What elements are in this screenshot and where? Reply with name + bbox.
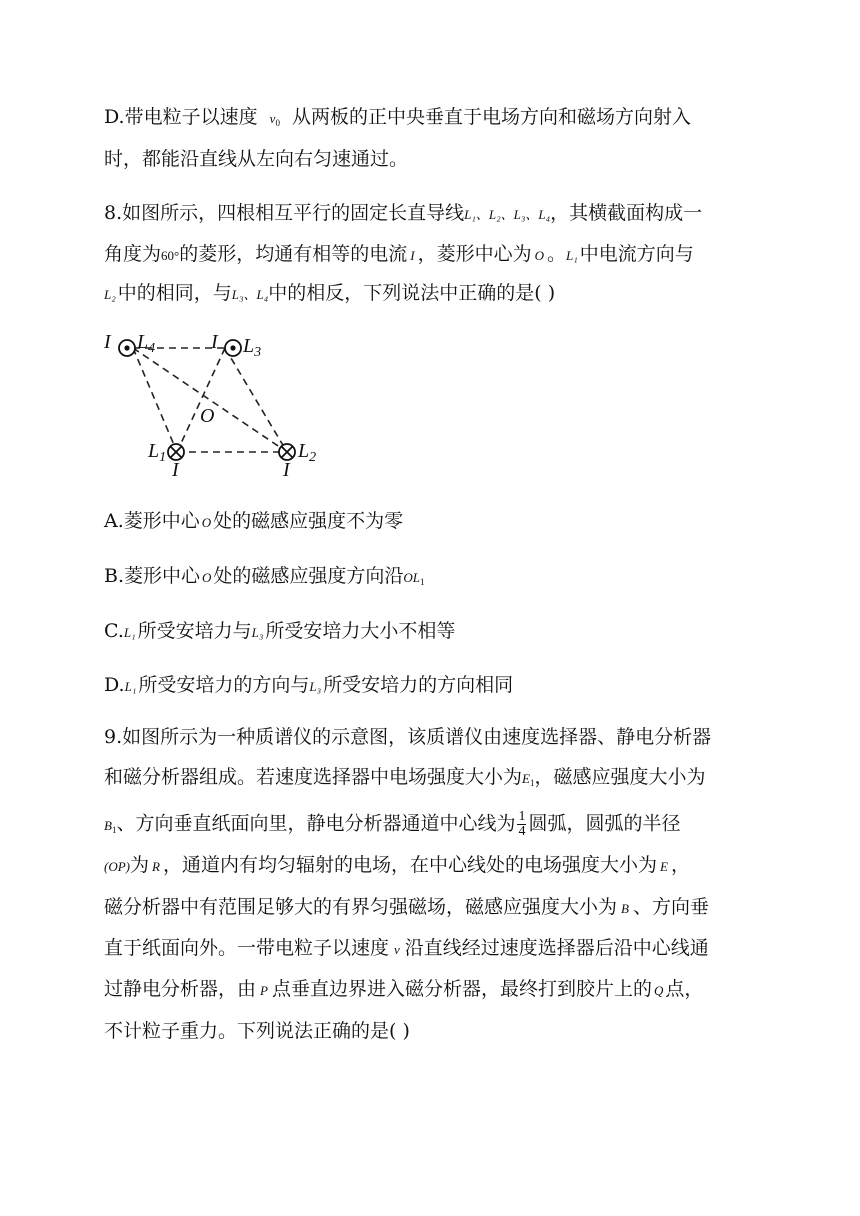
text: 和磁分析器组成。若速度选择器中电场强度大小为 [104, 766, 523, 788]
text: 沿直线经过速度选择器后沿中心线通 [404, 937, 709, 959]
text: 所受安培力大小不相等 [265, 620, 456, 642]
diagonal-L4-L2 [133, 348, 287, 452]
text: 角度为 [104, 243, 162, 265]
text: ， [670, 854, 690, 876]
q8-option-d [104, 673, 513, 699]
var-L1: L₁ [124, 679, 137, 694]
text: 所受安培力与 [137, 620, 252, 642]
var-L2: L₂ [104, 287, 116, 302]
text: ，通道内有均匀辐射的电场，在中心线处的电场强度大小为 [162, 854, 657, 876]
q7-option-d-line1 [104, 105, 691, 135]
text: 中的相同，与 [117, 282, 232, 304]
q7-option-d-line2 [104, 147, 408, 171]
var-v0: $v_0$ [269, 111, 280, 128]
label-L4: $L_4$ [137, 331, 156, 356]
text: 8.如图所示，四根相互平行的固定长直导线 [104, 202, 465, 224]
text: 点垂直边界进入磁分析器，最终打到胶片上的 [271, 978, 652, 1000]
text: 时，都能沿直线从左向右匀速通过。 [104, 148, 409, 170]
text: 不计粒子重力。下列说法正确的是( ) [104, 1020, 410, 1042]
var-R: R [152, 859, 160, 874]
q8-stem-line3 [104, 281, 555, 307]
var-L1: L₁ [566, 248, 578, 263]
q8-option-b [104, 564, 425, 594]
var-OL1: $OL_1$ [403, 570, 425, 587]
var-B: B [621, 901, 629, 916]
var-B1: $B_1$ [104, 817, 117, 835]
var-v: v [394, 942, 400, 957]
label-O: O [200, 405, 215, 427]
q9-stem-line2 [104, 765, 705, 795]
label-L2: $L_2$ [298, 440, 317, 465]
text: ，菱形中心为 [417, 243, 532, 265]
text: 为 [130, 854, 150, 876]
text: 所受安培力的方向相同 [323, 674, 514, 696]
var-angle: 60° [161, 248, 180, 263]
text: A.菱形中心 [104, 510, 200, 532]
label-I-L1: I [172, 459, 179, 481]
q9-stem-line4 [104, 853, 690, 879]
q8-option-a [104, 509, 403, 535]
q9-stem-line7 [104, 977, 703, 1003]
q8-stem-line2 [104, 242, 694, 268]
var-O: O [202, 570, 212, 585]
text: 、方向垂直纸面向里，静电分析器通道中心线为 [116, 812, 516, 835]
text: 的菱形，均通有相等的电流 [179, 243, 408, 265]
label-I-L2: I [283, 459, 290, 481]
text: 过静电分析器，由 [104, 978, 257, 1000]
text: 点， [665, 978, 704, 1000]
q9-stem-line6 [104, 936, 709, 962]
q9-stem-line5 [104, 895, 709, 921]
text: B.菱形中心 [104, 565, 201, 587]
text: 、方向垂 [632, 896, 709, 918]
q9-stem-line3 [104, 810, 680, 842]
text: 所受安培力的方向与 [138, 674, 310, 696]
q9-stem-line8 [104, 1019, 410, 1043]
var-wires: L₁、L₂、L₃、L₄ [464, 207, 551, 222]
text: C. [104, 620, 124, 642]
edge-L3-L2 [225, 348, 287, 452]
var-P: P [260, 983, 268, 998]
text: ，其横截面构成一 [550, 202, 703, 224]
text: 9.如图所示为一种质谱仪的示意图，该质谱仪由速度选择器、静电分析器 [104, 726, 712, 748]
var-E: E [659, 859, 668, 874]
wire-L1-in-icon [168, 444, 184, 460]
var-L3: L₃ [251, 625, 264, 640]
text: 处的磁感应强度方向沿 [213, 565, 404, 587]
text: 中电流方向与 [579, 243, 694, 265]
text: 圆弧，圆弧的半径 [528, 812, 681, 835]
var-L1: L₁ [123, 625, 136, 640]
rhombus-wire-diagram [100, 326, 340, 486]
var-L3-L4: L₃、L₄ [231, 287, 269, 302]
text: 处的磁感应强度不为零 [213, 510, 404, 532]
wire-L4-out-icon [119, 340, 135, 356]
q9-stem-line1 [104, 725, 711, 749]
var-L3: L₃ [309, 679, 322, 694]
var-O: O [201, 515, 212, 530]
text: 。 [546, 243, 566, 265]
wire-L3-out-icon [225, 340, 241, 356]
q8-stem-line1 [104, 201, 702, 227]
q8-option-c [104, 619, 455, 645]
text: D.带电粒子以速度 [104, 106, 258, 128]
var-Q: Q [653, 983, 664, 998]
fraction-one-quarter: $\frac{1}{4}$ [518, 809, 526, 839]
diagonal-L3-L1 [177, 348, 225, 452]
label-L1: $L_1$ [148, 440, 167, 465]
var-I: I [410, 248, 415, 263]
var-O: O [534, 248, 544, 263]
text: D. [104, 674, 125, 696]
var-OP: (OP) [104, 859, 130, 874]
label-I-L4: I [104, 331, 111, 353]
var-E1: $E_1$ [522, 771, 535, 788]
label-L3: $L_3$ [243, 335, 262, 360]
text: 从两板的正中央垂直于电场方向和磁场方向射入 [291, 106, 691, 128]
label-I-L3: I [211, 331, 218, 353]
text: 磁分析器中有范围足够大的有界匀强磁场，磁感应强度大小为 [104, 896, 618, 918]
text: 直于纸面向外。一带电粒子以速度 [104, 937, 390, 959]
wire-L2-in-icon [279, 444, 295, 460]
text: ，磁感应强度大小为 [534, 766, 706, 788]
text: 中的相反，下列说法中正确的是( ) [268, 282, 556, 304]
